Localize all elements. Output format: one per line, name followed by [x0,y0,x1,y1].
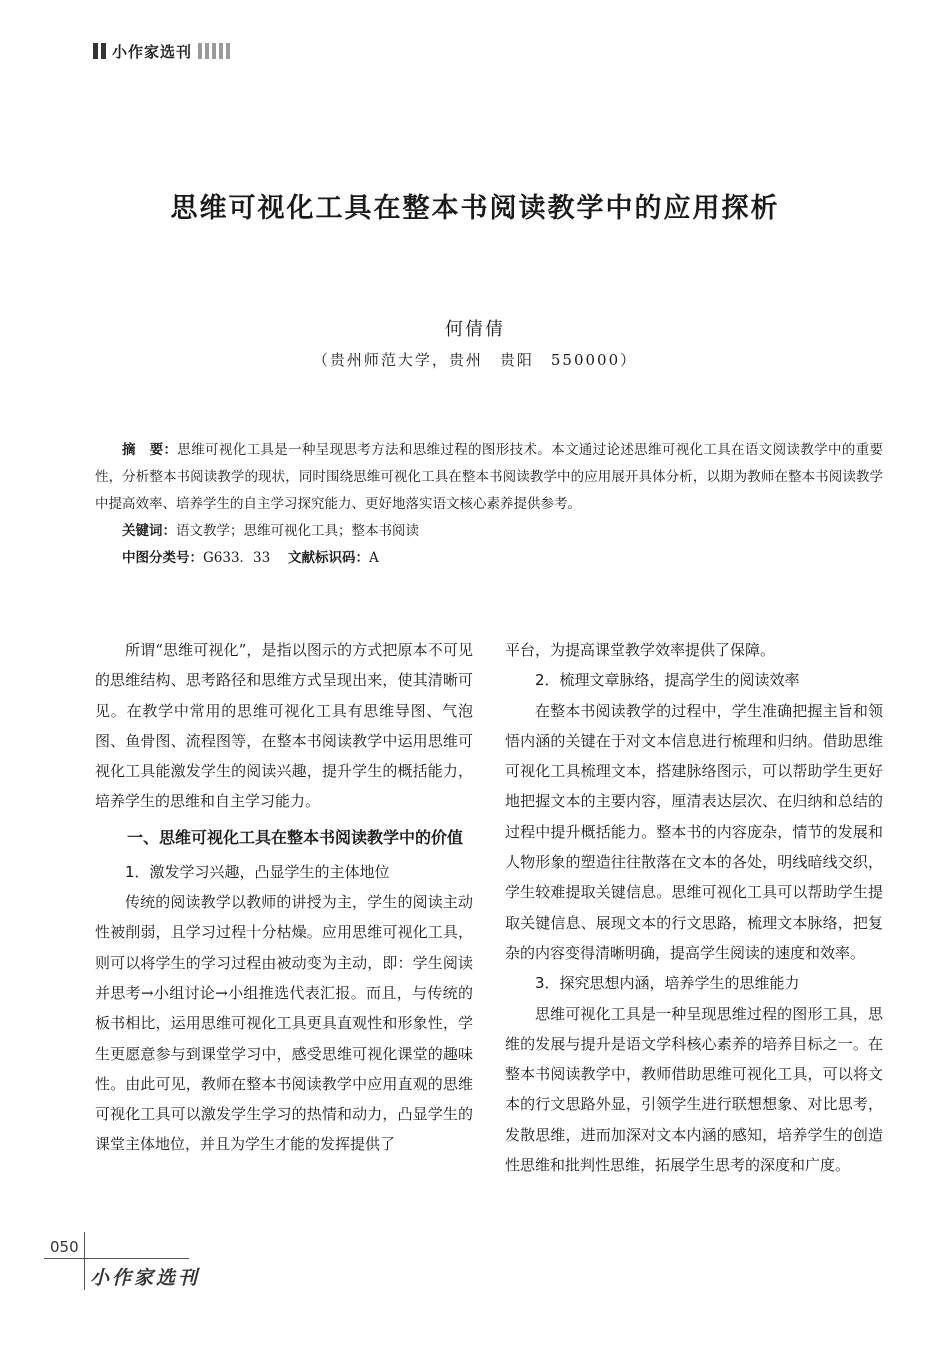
subsection-heading: 2．梳理文章脉络，提高学生的阅读效率 [535,671,800,690]
footer-divider-horizontal [44,1258,189,1259]
abstract-block [95,437,883,572]
body-paragraph: 所谓“思维可视化”，是指以图示的方式把原本不可见的思维结构、思考路径和思维方式呈现出来，使其清晰可见。在教学中常用的思维可视化工具有思维导图、气泡图、鱼骨图、流程图等，在整本书阅读教学中运用思维可视化工具能激发学生的阅读兴趣，提升学生的概括能力，培养学生的思维和自主学习能力。 [95,641,473,811]
doc-code-label: 文献标识码： [288,550,370,566]
classification-line [95,545,883,572]
right-column [505,635,883,1180]
header-bars-icon [93,43,106,59]
keywords-label: 关键词： [122,523,176,539]
body-paragraph: 思维可视化工具是一种呈现思维过程的图形工具，思维的发展与提升是语文学科核心素养的培养目标之一。在整本书阅读教学中，教师借助思维可视化工具，可以将文本的行文思路外显，引领学生进行联想想象、对比思考，发散思维，进而加深对文本内涵的感知，培养学生的创造性思维和批判性思维，拓展学生思考的深度和广度。 [505,1004,883,1175]
body-paragraph: 传统的阅读教学以教师的讲授为主，学生的阅读主动性被削弱，且学习过程十分枯燥。应用思维可视化工具，则可以将学生的学习过程由被动变为主动，即：学生阅读并思考→小组讨论→小组推选代表汇报。而且，与传统的板书相比，运用思维可视化工具更具直观性和形象性，学生更愿意参与到课堂学习中，感受思维可视化课堂的趣味性。由此可见，教师在整本书阅读教学中应用直观的思维可视化工具可以激发学生学习的热情和动力，凸显学生的课堂主体地位，并且为学生才能的发挥提供了 [95,893,473,1154]
footer-divider-vertical [84,1232,85,1290]
running-header [93,40,230,62]
author-affiliation: （贵州师范大学，贵州 贵阳 550000） [312,351,638,369]
clc-value: G633．33 [203,550,271,566]
subsection-heading: 3．探究思想内涵，培养学生的思维能力 [535,974,800,993]
body-paragraph: 平台，为提高课堂教学效率提供了保障。 [505,641,776,659]
abstract-paragraph [95,437,883,518]
article-title: 思维可视化工具在整本书阅读教学中的应用探析 [170,193,780,224]
left-column [95,635,473,1160]
clc-label: 中图分类号： [122,550,203,566]
header-stripes-icon [198,43,230,59]
journal-name: 小作家选刊 [112,42,193,61]
section-heading: 一、思维可视化工具在整本书阅读教学中的价值 [127,827,464,847]
author-name: 何倩倩 [445,319,505,340]
keywords-text: 语文教学；思维可视化工具；整本书阅读 [176,523,419,539]
journal-logo: 小作家选刊 [90,1267,201,1289]
subsection-heading: 1．激发学习兴趣，凸显学生的主体地位 [125,862,390,881]
keywords-line [95,518,883,545]
doc-code-value: A [369,550,379,566]
body-paragraph: 在整本书阅读教学的过程中，学生准确把握主旨和领悟内涵的关键在于对文本信息进行梳理和归纳。借助思维可视化工具梳理文本，搭建脉络图示，可以帮助学生更好地把握文本的主要内容，厘清表达层次、在归纳和总结的过程中提升概括能力。整本书的内容庞杂，情节的发展和人物形象的塑造往往散落在文本的各处，明线暗线交织，学生较难提取关键信息。思维可视化工具可以帮助学生提取关键信息、展现文本的行文思路，梳理文本脉络，把复杂的内容变得清晰明确，提高学生阅读的速度和效率。 [505,701,883,962]
abstract-label: 摘 要： [122,442,178,458]
page-number: 050 [50,1238,79,1256]
abstract-text: 思维可视化工具是一种呈现思考方法和思维过程的图形技术。本文通过论述思维可视化工具在语文阅读教学中的重要性，分析整本书阅读教学的现状，同时围绕思维可视化工具在整本书阅读教学中的应用展开具体分析，以期为教师在整本书阅读教学中提高效率、培养学生的自主学习探究能力、更好地落实语文核心素养提供参考。 [95,442,884,512]
